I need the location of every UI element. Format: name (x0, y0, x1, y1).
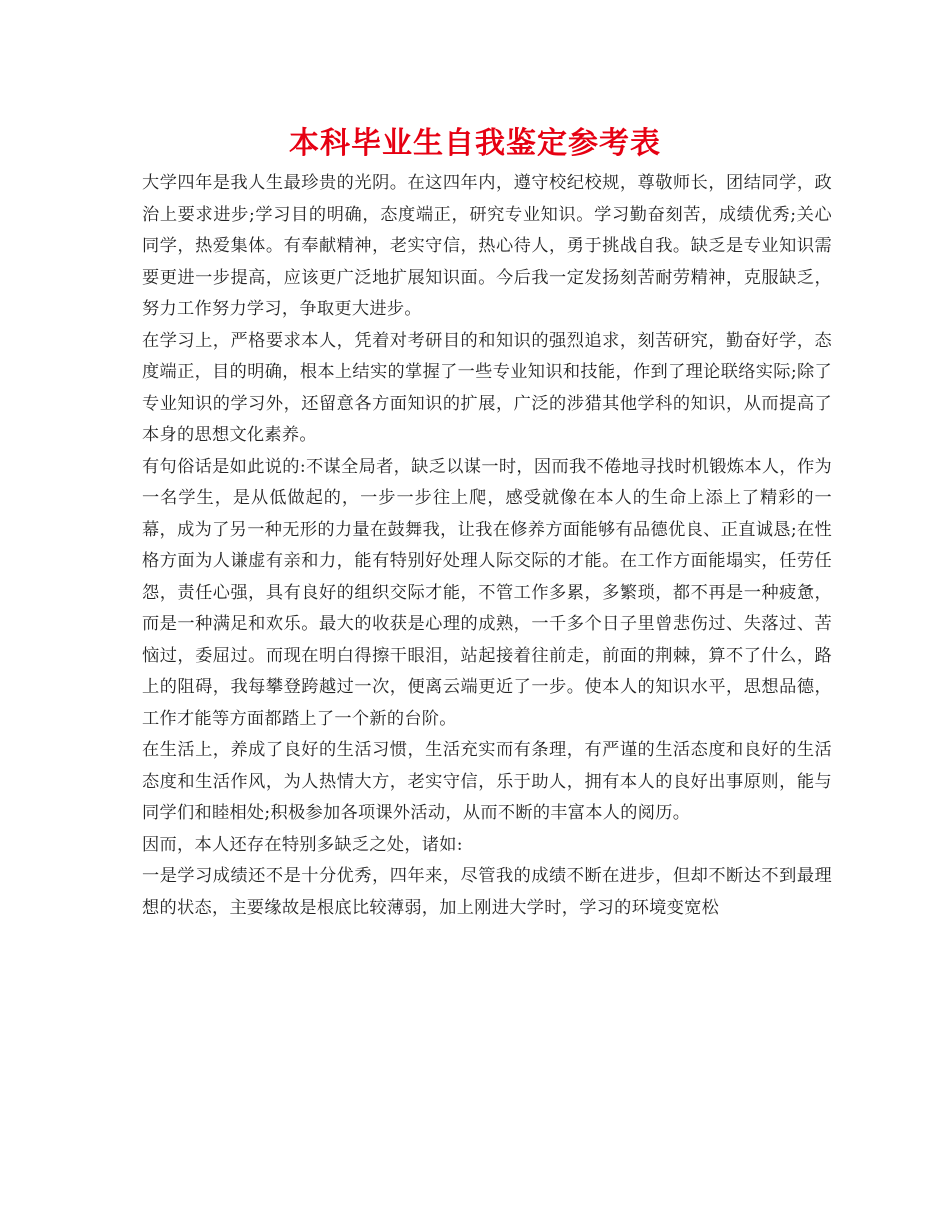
paragraph-intro: 大学四年是我人生最珍贵的光阴。在这四年内，遵守校纪校规，尊敬师长，团结同学，政治上要求进步;学习目的明确，态度端正，研究专业知识。学习勤奋刻苦，成绩优秀;关心同学，热爱集体。有奉献精神，老实守信，热心待人，勇于挑战自我。缺乏是专业知识需要更进一步提高，应该更广泛地扩展知识面。今后我一定发扬刻苦耐劳精神，克服缺乏，努力工作努力学习，争取更大进步。 (142, 173, 832, 319)
document-body (142, 168, 832, 924)
paragraph-study: 在学习上，严格要求本人，凭着对考研目的和知识的强烈追求，刻苦研究，勤奋好学，态度端正，目的明确，根本上结实的掌握了一些专业知识和技能，作到了理论联络实际;除了专业知识的学习外，还留意各方面知识的扩展，广泛的涉猎其他学科的知识，从而提高了本身的思想文化素养。 (142, 330, 832, 445)
document-title: 本科毕业生自我鉴定参考表 (289, 126, 661, 161)
paragraph-growth: 有句俗话是如此说的:不谋全局者，缺乏以谋一时，因而我不倦地寻找时机锻炼本人，作为一名学生，是从低做起的，一步一步往上爬，感受就像在本人的生命上添上了精彩的一幕，成为了另一种无形的力量在鼓舞我，让我在修养方面能够有品德优良、正直诚恳;在性格方面为人谦虚有亲和力，能有特别好处理人际交际的才能。在工作方面能塌实，任劳任怨，责任心强，具有良好的组织交际才能，不管工作多累，多繁琐，都不再是一种疲惫，而是一种满足和欢乐。最大的收获是心理的成熟，一千多个日子里曾悲伤过、失落过、苦恼过，委屈过。而现在明白得擦干眼泪，站起接着往前走，前面的荆棘，算不了什么，路上的阻碍，我每攀登跨越过一次，便离云端更近了一步。使本人的知识水平，思想品德，工作才能等方面都踏上了一个新的台阶。 (142, 456, 832, 729)
paragraph-shortcomings-intro: 因而，本人还存在特别多缺乏之处，诸如: (142, 834, 463, 855)
paragraph-life: 在生活上，养成了良好的生活习惯，生活充实而有条理，有严谨的生活态度和良好的生活态度和生活作风，为人热情大方，老实守信，乐于助人，拥有本人的良好出事原则，能与同学们和睦相处;积极参加各项课外活动，从而不断的丰富本人的阅历。 (142, 740, 832, 823)
paragraph-shortcoming-one: 一是学习成绩还不是十分优秀，四年来，尽管我的成绩不断在进步，但却不断达不到最理想的状态，主要缘故是根底比较薄弱，加上刚进大学时，学习的环境变宽松 (142, 866, 832, 918)
